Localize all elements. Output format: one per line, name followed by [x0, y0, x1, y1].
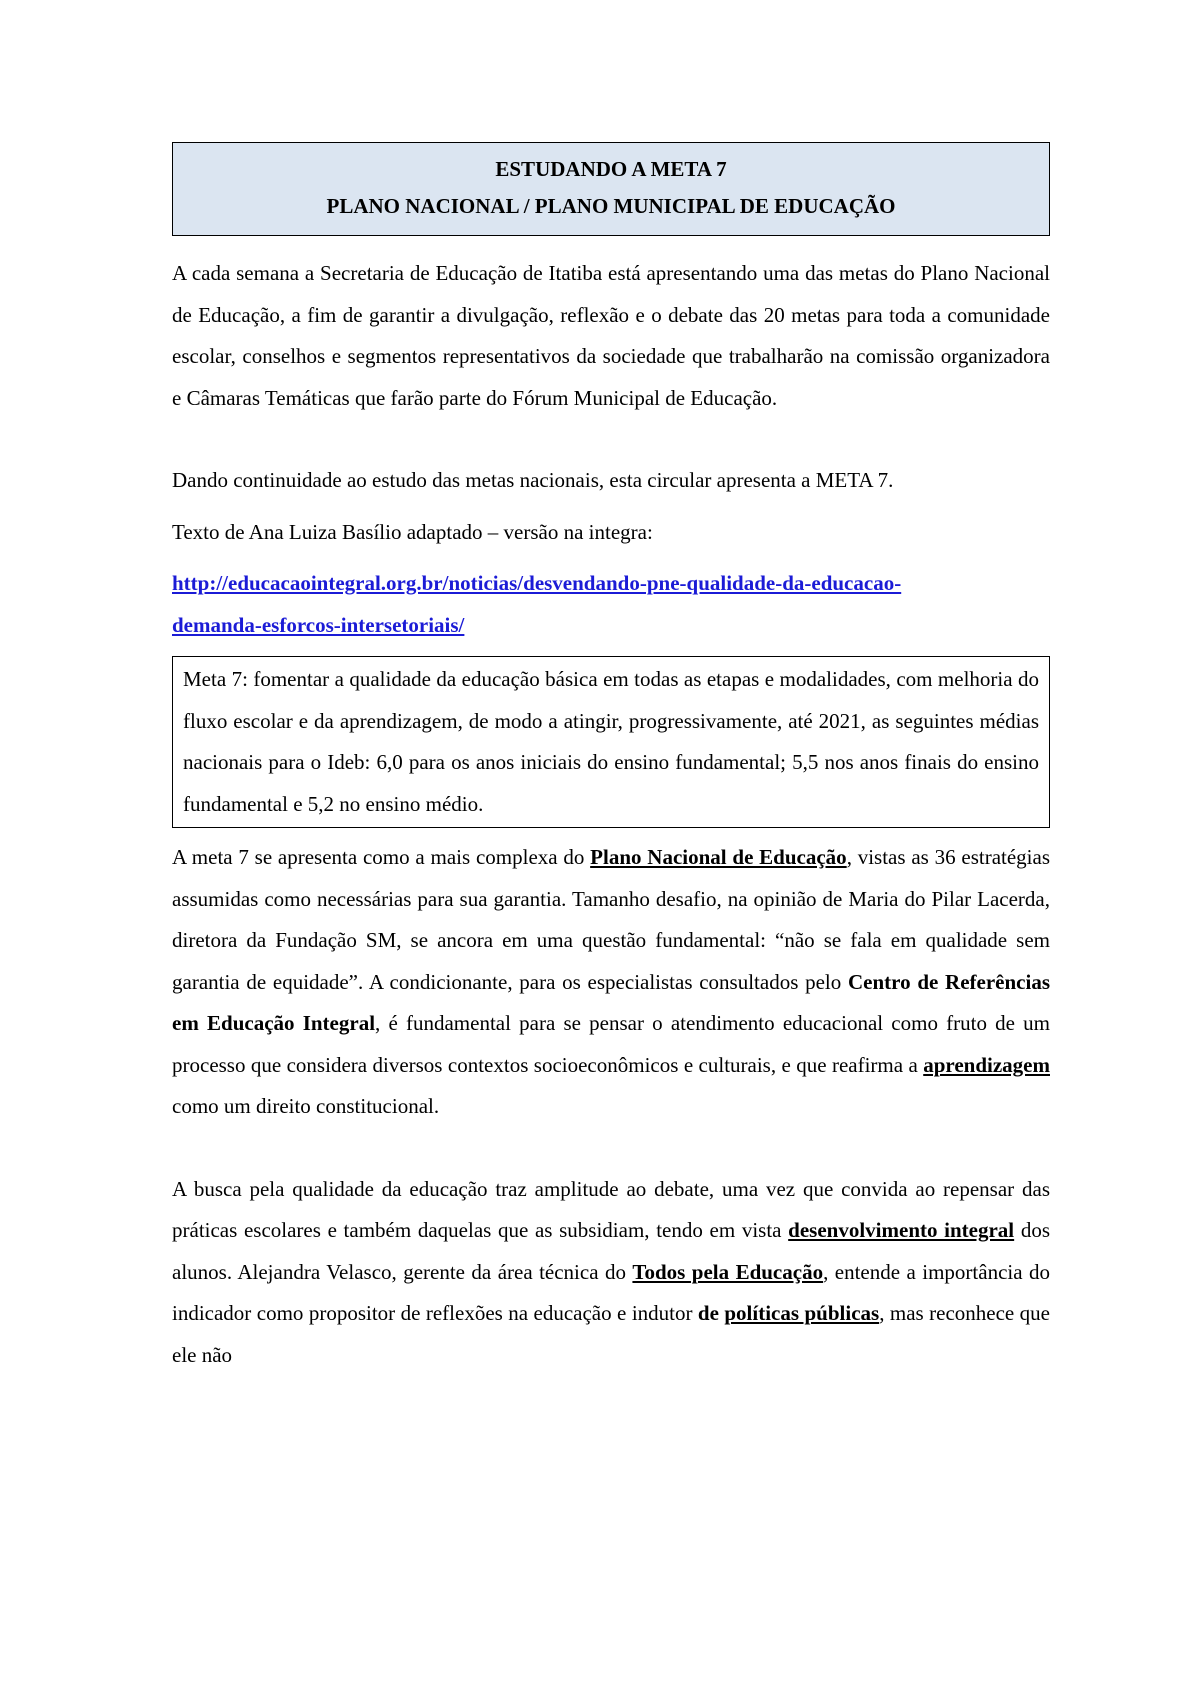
goal-box: [172, 656, 1050, 828]
continuation-paragraph: Dando continuidade ao estudo das metas nacionais, esta circular apresenta a META 7.: [172, 468, 894, 492]
source-attribution: Texto de Ana Luiza Basílio adaptado – versão na integra:: [172, 519, 653, 544]
text-span: A busca pela qualidade da educação traz amplitude ao debate, uma vez que convida ao repensar das práticas escolares e também daquelas que as subsidiam, tendo em vista: [172, 1176, 1050, 1242]
source-link[interactable]: [172, 571, 901, 637]
quality-search-paragraph: [172, 1169, 1050, 1377]
text-span: , vistas as 36 estratégias assumidas como necessárias para sua garantia. Tamanho desafio, na opinião de Maria do Pilar Lacerda, diretora da Fundação SM, se ancora em uma questão fundamental: “não se fala em qualidade sem garantia de equidade”. A condicionante, para os especialistas consultados pelo: [172, 845, 1051, 994]
meta-analysis-paragraph: [172, 837, 1050, 1128]
text-span: , entende a importância do indicador como propositor de reflexões na educação e indutor: [172, 1259, 1050, 1325]
title-line-1: ESTUDANDO A META 7: [495, 157, 727, 181]
source-link-paragraph: [172, 563, 1050, 646]
bold-text: de: [697, 1301, 725, 1325]
link-desenvolvimento-integral[interactable]: desenvolvimento integral: [788, 1218, 1015, 1242]
document-page: [172, 142, 1050, 1376]
text-span: , é fundamental para se pensar o atendimento educacional como fruto de um processo que considera diversos contextos socioeconômicos e culturais, e que reafirma a: [172, 1011, 1050, 1077]
text-span: A meta 7 se apresenta como a mais complexa do: [172, 845, 591, 869]
link-aprendizagem[interactable]: aprendizagem: [923, 1052, 1050, 1077]
source-link-line-2: demanda-esforcos-intersetoriais/: [172, 612, 465, 637]
text-span: , mas reconhece que ele não: [172, 1301, 1050, 1367]
intro-paragraph: A cada semana a Secretaria de Educação de Itatiba está apresentando uma das metas do Plano Nacional de Educação, a fim de garantir a divulgação, reflexão e o debate das 20 metas para toda a comunidade escolar, conselhos e segmentos representativos da sociedade que trabalharão na comissão organizadora e Câmaras Temáticas que farão parte do Fórum Municipal de Educação.: [172, 261, 1050, 410]
goal-text: Meta 7: fomentar a qualidade da educação básica em todas as etapas e modalidades, com melhoria do fluxo escolar e da aprendizagem, de modo a atingir, progressivamente, até 2021, as seguintes médias nacionais para o Ideb: 6,0 para os anos iniciais do ensino fundamental; 5,5 nos anos finais do ensino fundamental e 5,2 no ensino médio.: [183, 667, 1039, 816]
centro-referencias-text: Centro de Referências em Educação Integral: [172, 969, 1050, 1035]
text-span: como um direito constitucional.: [172, 1094, 440, 1118]
link-plano-nacional[interactable]: Plano Nacional de Educação: [590, 845, 847, 869]
title-line-2: PLANO NACIONAL / PLANO MUNICIPAL DE EDUCAÇÃO: [326, 194, 896, 218]
title-box: [172, 142, 1050, 236]
text-span: dos alunos. Alejandra Velasco, gerente da área técnica do: [172, 1218, 1050, 1284]
link-politicas-publicas[interactable]: políticas públicas: [724, 1301, 880, 1325]
link-todos-pela-educacao[interactable]: Todos pela Educação: [632, 1259, 824, 1284]
source-link-line-1: http://educacaointegral.org.br/noticias/desvendando-pne-qualidade-da-educacao-: [172, 571, 902, 595]
